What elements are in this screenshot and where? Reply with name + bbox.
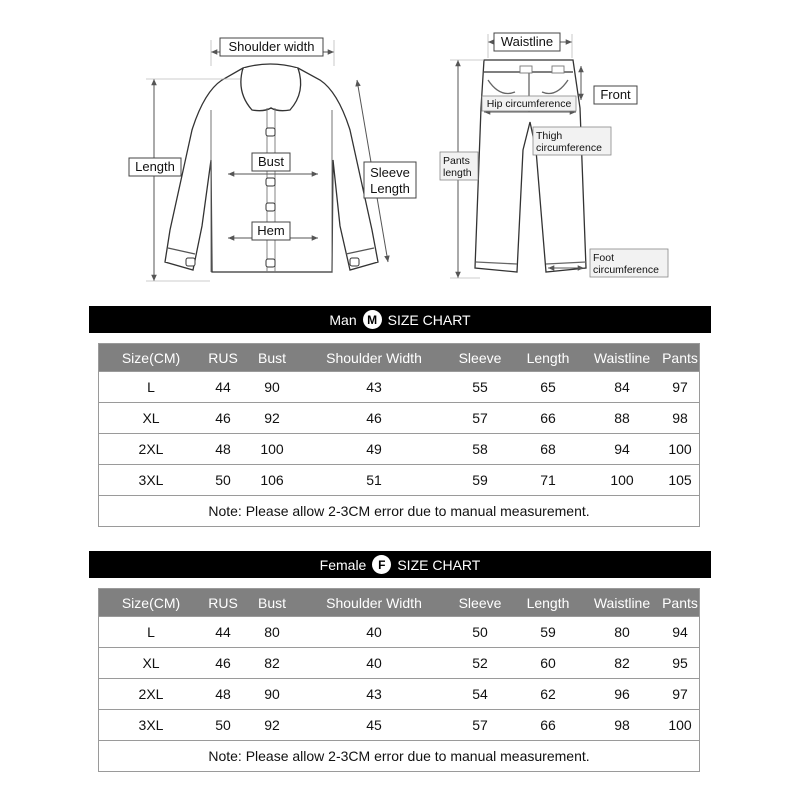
cell-waistline: 80 — [614, 624, 630, 640]
cell-size: L — [147, 624, 155, 640]
hem-label: Hem — [257, 223, 285, 238]
cell-size: XL — [142, 655, 160, 671]
table-row — [99, 402, 699, 433]
cell-rus: 50 — [215, 717, 231, 733]
cell-shoulder-width: 46 — [366, 410, 382, 426]
sleeve-label-line1: Sleeve — [370, 165, 410, 180]
pants-length-label-line2: length — [443, 167, 472, 179]
cell-bust: 90 — [264, 379, 280, 395]
cell-bust: 82 — [264, 655, 280, 671]
cell-shoulder-width: 40 — [366, 624, 382, 640]
cell-pants: 98 — [672, 410, 688, 426]
cell-length: 60 — [540, 655, 556, 671]
cell-size: 3XL — [138, 472, 164, 488]
female-size-table — [98, 588, 700, 772]
female-badge-icon: F — [372, 555, 391, 574]
table-row — [99, 371, 699, 402]
shoulder-width-label: Shoulder width — [228, 39, 315, 54]
cell-size: L — [147, 379, 155, 395]
cell-length: 59 — [540, 624, 556, 640]
cell-waistline: 96 — [614, 686, 630, 702]
header-length: Length — [526, 594, 570, 611]
male-measurement-note: Note: Please allow 2-3CM error due to manual measurement. — [99, 495, 699, 526]
cell-length: 62 — [540, 686, 556, 702]
female-size-chart-banner — [89, 551, 711, 578]
cell-length: 71 — [540, 472, 556, 488]
bust-label: Bust — [257, 154, 285, 169]
cell-size: 2XL — [138, 441, 164, 457]
cell-length: 66 — [540, 410, 556, 426]
male-badge-icon: M — [363, 310, 382, 329]
female-measurement-note: Note: Please allow 2-3CM error due to manual measurement. — [99, 740, 699, 771]
length-label: Length — [135, 159, 175, 174]
cell-sleeve: 55 — [472, 379, 488, 395]
cell-bust: 92 — [264, 410, 280, 426]
header-length: Length — [526, 349, 570, 366]
cell-sleeve: 54 — [472, 686, 488, 702]
cell-size: 2XL — [138, 686, 164, 702]
cell-length: 66 — [540, 717, 556, 733]
header-shoulder-width: Shoulder Width — [326, 594, 422, 611]
cell-sleeve: 52 — [472, 655, 488, 671]
measurement-diagram — [0, 0, 800, 300]
thigh-circumference-label-line1: Thigh — [536, 130, 563, 142]
cell-pants: 97 — [672, 686, 688, 702]
waistline-label: Waistline — [500, 34, 554, 49]
cell-sleeve: 50 — [472, 624, 488, 640]
front-label: Front — [600, 87, 631, 102]
header-sleeve: Sleeve — [458, 594, 502, 611]
male-size-table — [98, 343, 700, 527]
cell-shoulder-width: 51 — [366, 472, 382, 488]
header-sleeve: Sleeve — [458, 349, 502, 366]
cell-shoulder-width: 43 — [366, 686, 382, 702]
cell-waistline: 84 — [614, 379, 630, 395]
cell-rus: 48 — [215, 686, 231, 702]
cell-sleeve: 57 — [472, 410, 488, 426]
thigh-circumference-label-line2: circumference — [536, 142, 602, 154]
table-row — [99, 678, 699, 709]
cell-sleeve: 59 — [472, 472, 488, 488]
cell-rus: 46 — [215, 410, 231, 426]
cell-size: 3XL — [138, 717, 164, 733]
table-row — [99, 433, 699, 464]
cell-pants: 100 — [668, 441, 692, 457]
pants-illustration — [475, 60, 586, 272]
header-shoulder-width: Shoulder Width — [326, 349, 422, 366]
cell-rus: 44 — [215, 624, 231, 640]
cell-rus: 50 — [215, 472, 231, 488]
cell-sleeve: 57 — [472, 717, 488, 733]
cell-length: 68 — [540, 441, 556, 457]
table-row — [99, 464, 699, 495]
header-size: Size(CM) — [121, 349, 181, 366]
cell-rus: 44 — [215, 379, 231, 395]
cell-pants: 100 — [668, 717, 692, 733]
female-banner-suffix: SIZE CHART — [397, 556, 481, 573]
female-banner-prefix: Female — [319, 556, 367, 573]
header-waistline: Waistline — [593, 349, 651, 366]
male-banner-prefix: Man — [329, 311, 357, 328]
table-row — [99, 616, 699, 647]
cell-pants: 95 — [672, 655, 688, 671]
cell-waistline: 82 — [614, 655, 630, 671]
header-bust: Bust — [257, 594, 286, 611]
male-size-chart-banner — [89, 306, 711, 333]
sleeve-label-line2: Length — [370, 181, 410, 196]
cell-shoulder-width: 49 — [366, 441, 382, 457]
cell-length: 65 — [540, 379, 556, 395]
pants-length-label-line1: Pants — [443, 155, 470, 167]
female-table-header — [99, 589, 699, 616]
cell-pants: 105 — [668, 472, 692, 488]
header-bust: Bust — [257, 349, 286, 366]
cell-waistline: 98 — [614, 717, 630, 733]
cell-bust: 90 — [264, 686, 280, 702]
cell-shoulder-width: 43 — [366, 379, 382, 395]
header-waistline: Waistline — [593, 594, 651, 611]
cell-bust: 106 — [260, 472, 284, 488]
header-pants: Pants — [662, 349, 698, 366]
cell-pants: 97 — [672, 379, 688, 395]
foot-circumference-label-line1: Foot — [593, 252, 615, 264]
cell-bust: 100 — [260, 441, 284, 457]
header-size: Size(CM) — [121, 594, 181, 611]
male-table-header — [99, 344, 699, 371]
cell-waistline: 94 — [614, 441, 630, 457]
header-rus: RUS — [208, 349, 238, 366]
foot-circumference-label-line2: circumference — [593, 264, 659, 276]
cell-rus: 46 — [215, 655, 231, 671]
cell-pants: 94 — [672, 624, 688, 640]
male-banner-suffix: SIZE CHART — [387, 311, 471, 328]
header-rus: RUS — [208, 594, 238, 611]
cell-waistline: 88 — [614, 410, 630, 426]
cell-rus: 48 — [215, 441, 231, 457]
cell-shoulder-width: 45 — [366, 717, 382, 733]
table-row — [99, 709, 699, 740]
header-pants: Pants — [662, 594, 698, 611]
cell-sleeve: 58 — [472, 441, 488, 457]
cell-bust: 80 — [264, 624, 280, 640]
cell-shoulder-width: 40 — [366, 655, 382, 671]
hip-circumference-label: Hip circumference — [486, 98, 572, 110]
cell-waistline: 100 — [610, 472, 634, 488]
cell-size: XL — [142, 410, 160, 426]
cell-bust: 92 — [264, 717, 280, 733]
table-row — [99, 647, 699, 678]
